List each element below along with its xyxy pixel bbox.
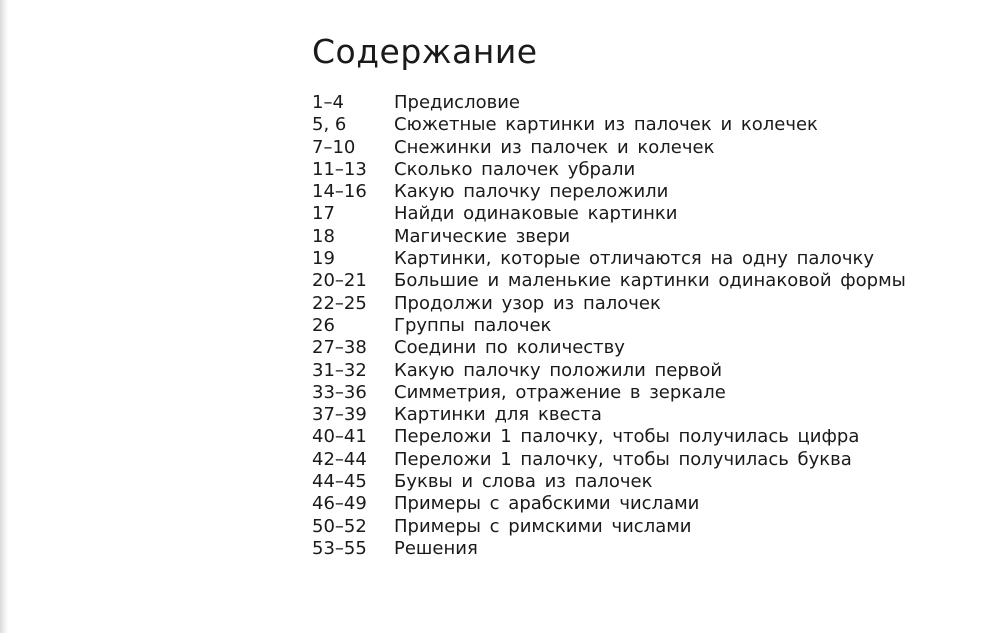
toc-entry-pages: 53–55 [312,537,367,559]
toc-entry-pages: 20–21 [312,270,367,292]
toc-entry-pages: 42–44 [312,448,367,470]
toc-list [312,92,906,560]
toc-entry-pages: 1–4 [312,92,344,113]
toc-entry-pages: 18 [312,225,335,247]
toc-entry-pages: 27–38 [312,337,367,359]
toc-entry-pages: 37–39 [312,404,367,426]
toc-entry-pages: 44–45 [312,471,367,493]
toc-entry-pages: 46–49 [312,493,367,515]
toc-entry-pages: 22–25 [312,292,367,314]
toc-entry-pages: 11–13 [312,158,367,180]
toc-entry [312,203,906,225]
toc-entry [312,92,906,114]
toc-entry-pages: 31–32 [312,359,367,381]
toc-entry-label: Снежинки из палочек и колечек [394,136,715,158]
toc-entry [312,181,906,203]
toc-entry [312,449,906,471]
toc-entry-label: Какую палочку положили первой [394,359,723,381]
toc-entry-label: Примеры с римскими числами [394,515,692,537]
toc-entry-pages: 40–41 [312,426,367,448]
toc-entry-label: Найди одинаковые картинки [394,203,678,225]
toc-entry-label: Группы палочек [394,314,552,336]
toc-entry [312,404,906,426]
toc-entry [312,493,906,515]
toc-entry-pages: 5, 6 [312,114,347,136]
toc-entry-label: Магические звери [394,225,571,247]
toc-entry-pages: 14–16 [312,181,367,203]
toc-entry [312,426,906,448]
toc-entry-pages: 19 [312,248,335,270]
toc-entry-label: Примеры с арабскими числами [394,493,700,515]
toc-entry [312,538,906,560]
toc-entry [312,293,906,315]
toc-entry-label: Переложи 1 палочку, чтобы получилась буква [394,448,852,470]
toc-entry-label: Картинки для квеста [394,404,602,426]
toc-entry [312,226,906,248]
toc-entry-pages: 33–36 [312,381,367,403]
toc-entry [312,248,906,270]
toc-entry-label: Большие и маленькие картинки одинаковой формы [394,270,906,292]
toc-entry [312,337,906,359]
toc-entry-pages: 26 [312,314,335,336]
toc-entry-label: Предисловие [394,92,520,113]
toc-entry [312,360,906,382]
toc-entry-label: Картинки, которые отличаются на одну палочку [394,248,875,270]
toc-entry [312,114,906,136]
toc-entry-pages: 17 [312,203,335,225]
toc-entry-label: Буквы и слова из палочек [394,471,653,493]
toc-entry [312,137,906,159]
toc-entry [312,159,906,181]
toc-entry-pages: 7–10 [312,136,356,158]
toc-entry-label: Продолжи узор из палочек [394,292,661,314]
toc-entry [312,382,906,404]
toc-entry-label: Переложи 1 палочку, чтобы получилась цифра [394,426,860,448]
toc-entry [312,270,906,292]
toc-entry-label: Какую палочку переложили [394,181,669,203]
toc-entry-label: Сколько палочек убрали [394,158,636,180]
page-edge-shadow [0,0,8,633]
toc-entry [312,516,906,538]
toc-entry-label: Решения [394,537,478,559]
toc-entry-label: Сюжетные картинки из палочек и колечек [394,114,818,136]
table-of-contents [312,30,906,560]
toc-entry [312,315,906,337]
toc-entry [312,471,906,493]
toc-entry-label: Соедини по количеству [394,337,625,359]
toc-entry-label: Симметрия, отражение в зеркале [394,381,726,403]
page-title: Содержание [312,32,538,71]
toc-entry-pages: 50–52 [312,515,367,537]
